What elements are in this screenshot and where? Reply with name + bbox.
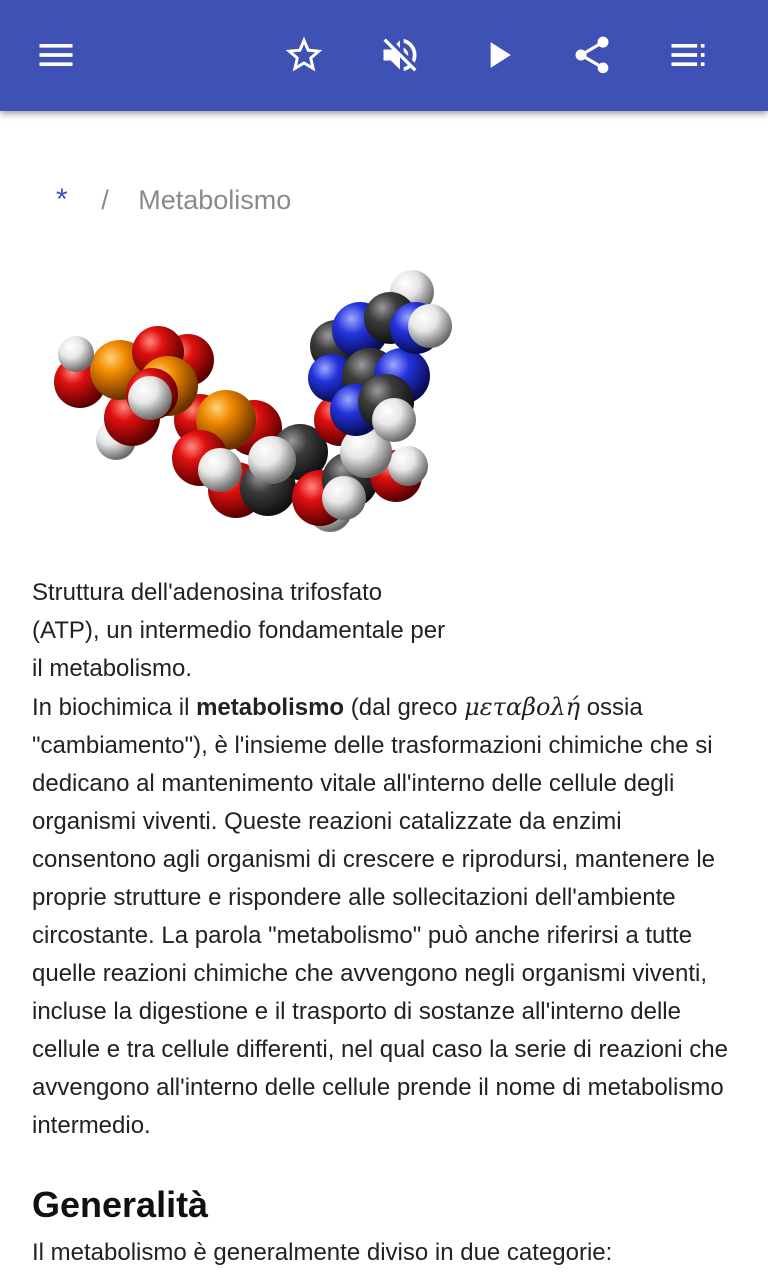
favorite-button[interactable]: [276, 27, 332, 83]
share-button[interactable]: [564, 27, 620, 83]
section-heading: Generalità: [32, 1184, 209, 1225]
greek-term: μεταβολή: [464, 693, 581, 721]
star-outline-icon: [282, 33, 326, 77]
figure-caption: Struttura dell'adenosina trifosfato (ATP), un intermedio fondamentale per il metabolismo.: [32, 579, 446, 682]
menu-icon: [34, 33, 78, 77]
molecule-atoms: [54, 270, 452, 532]
play-icon: [476, 33, 520, 77]
breadcrumb-current: Metabolismo: [138, 185, 292, 215]
breadcrumb-home-link[interactable]: *: [56, 183, 68, 216]
atp-molecule-image[interactable]: [40, 270, 460, 555]
playlist-icon: [666, 33, 710, 77]
intro-text-mid: (dal greco: [344, 694, 465, 721]
breadcrumb-separator: /: [101, 185, 109, 215]
term-metabolismo: metabolismo: [196, 694, 345, 721]
contents-button[interactable]: [660, 27, 716, 83]
mute-button[interactable]: [372, 27, 428, 83]
breadcrumb: [56, 180, 291, 220]
play-button[interactable]: [470, 27, 526, 83]
app-toolbar: [0, 0, 768, 111]
volume-off-icon: [378, 33, 422, 77]
share-icon: [570, 33, 614, 77]
article-body: [32, 688, 744, 1145]
section-paragraph: Il metabolismo è generalmente diviso in due categorie:: [32, 1239, 613, 1266]
menu-button[interactable]: [28, 27, 84, 83]
intro-text-rest: ossia "cambiamento"), è l'insieme delle trasformazioni chimiche che si dedicano al mantenimento vitale all'interno delle cellule degli organismi viventi. Queste reazioni catalizzate da enzimi consentono agli organismi di crescere e riprodursi, mantenere le proprie strutture e rispondere alle sollecitazioni dell'ambiente circostante. La parola "metabolismo" può anche riferirsi a tutte quelle reazioni chimiche che avvengono negli organismi viventi, incluse la digestione e il trasporto di sostanze all'interno delle cellule e tra cellule differenti, nel qual caso la serie di reazioni che avvengono all'interno delle cellule prende il nome di metabolismo intermedio.: [32, 694, 728, 1139]
intro-paragraph: [32, 688, 744, 1145]
intro-text-start: In biochimica il: [32, 694, 197, 721]
